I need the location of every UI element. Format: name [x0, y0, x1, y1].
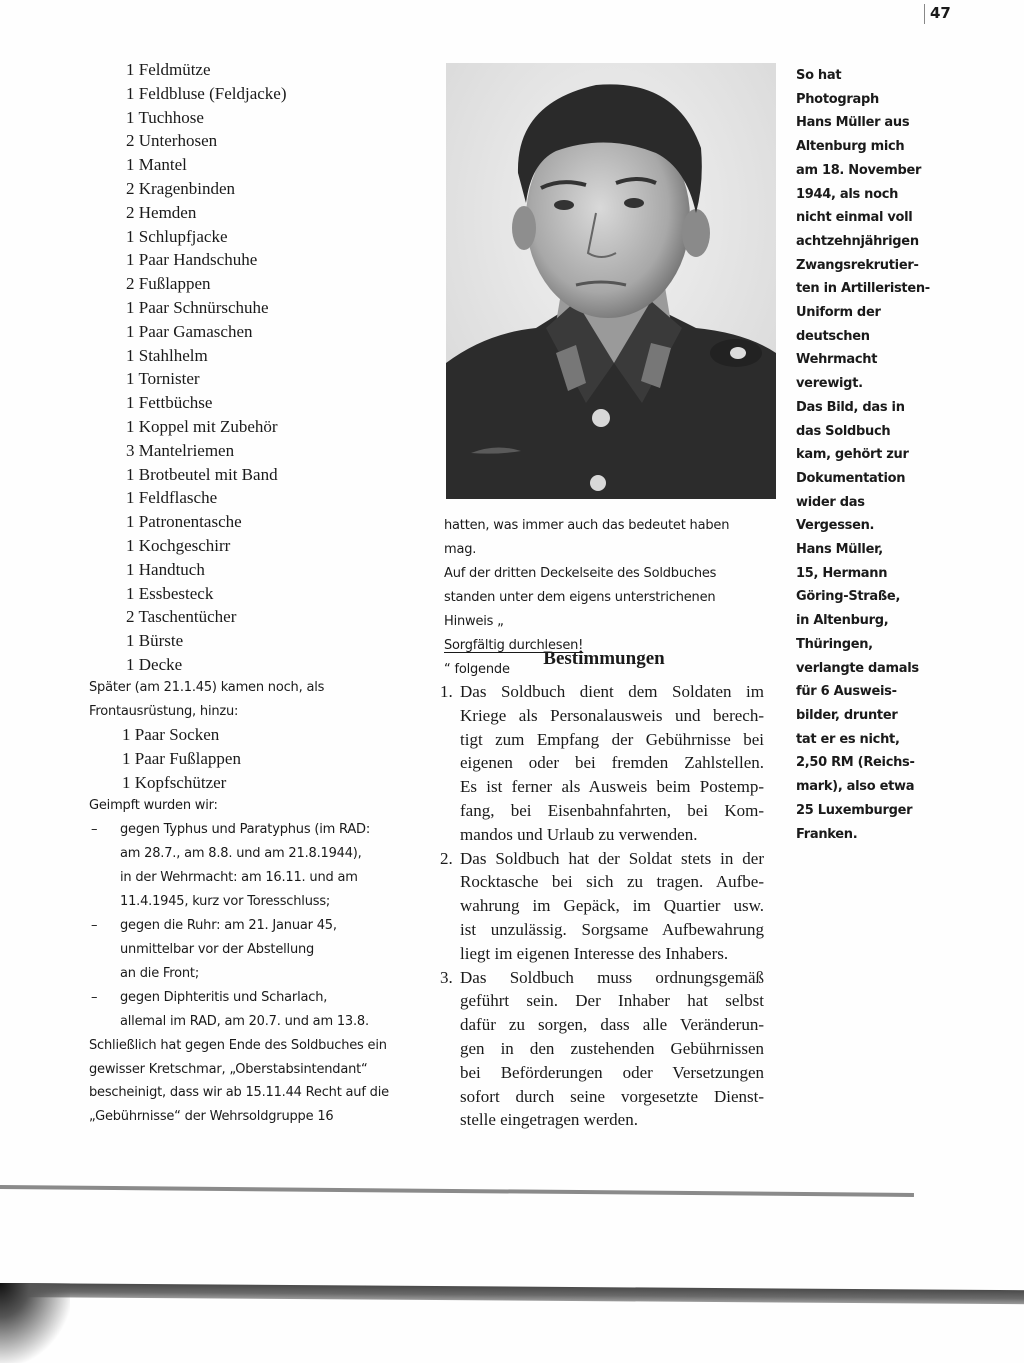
underlined-notice: Sorgfältig durchlesen! — [444, 638, 584, 653]
regulation-item — [440, 847, 764, 966]
caption-line: Hans Müller, — [796, 542, 883, 558]
caption-line: deutschen — [796, 328, 870, 344]
text-line: Das Soldbuch dient dem Soldaten im — [460, 682, 764, 701]
regulation-item — [440, 680, 764, 847]
text-line: an die Front; — [120, 966, 199, 981]
caption-line: wider das — [796, 494, 865, 510]
caption-line: 2,50 RM (Reichs- — [796, 755, 915, 771]
caption-line: Franken. — [796, 826, 858, 842]
footer-rule — [0, 1185, 914, 1197]
equipment-item: 1 Feldflasche — [126, 488, 218, 508]
text-line — [444, 610, 764, 682]
front-item: 1 Kopfschützer — [122, 773, 227, 792]
section-heading: Bestimmungen — [543, 648, 665, 669]
scan-corner-shadow — [0, 1283, 70, 1363]
text-line: 11.4.1945, kurz vor Toresschluss; — [120, 894, 331, 909]
caption-line: Göring-Straße, — [796, 589, 901, 605]
text-line: gegen die Ruhr: am 21. Januar 45, — [120, 918, 337, 933]
equipment-item: 1 Koppel mit Zubehör — [126, 416, 278, 436]
caption-line: am 18. November — [796, 162, 922, 178]
caption-line: Photograph — [796, 91, 879, 107]
caption-line: Vergessen. — [796, 518, 875, 534]
equipment-item: 2 Unterhosen — [126, 131, 218, 151]
caption-line: 1944, als noch — [796, 186, 899, 202]
front-item: 1 Paar Fußlappen — [122, 749, 241, 768]
text-line: am 28.7., am 8.8. und am 21.8.1944), — [120, 846, 362, 861]
text-line: geführt sein. Der Inhaber hat selbst — [460, 991, 764, 1011]
caption-line: Hans Müller aus — [796, 115, 910, 131]
item-number: 1. — [440, 682, 453, 701]
vaccination-item — [89, 914, 419, 986]
regulations-list — [440, 680, 764, 1132]
text-line: wahrung im Gepäck, im Quartier usw. — [460, 896, 764, 916]
text-line: mag. — [444, 542, 477, 557]
dash-bullet: – — [91, 918, 98, 933]
vaccination-item — [89, 818, 419, 914]
text-line: eigenen oder bei fremden Zahlstellen. — [460, 753, 764, 773]
text-line: gegen Typhus und Paratyphus (im RAD: — [120, 822, 371, 837]
text-line: „Gebührnisse“ der Wehrsoldgruppe 16 — [89, 1108, 334, 1124]
equipment-item: 1 Feldbluse (Feldjacke) — [126, 83, 287, 103]
equipment-item: 1 Brotbeutel mit Band — [126, 464, 278, 484]
text-line: mandos und Urlaub zu verwenden. — [460, 824, 698, 844]
text-fragment: Hinweis „ — [444, 614, 504, 629]
text-line: sofort durch seine vorgesetzte Dienst- — [460, 1086, 764, 1106]
vaccination-list — [89, 818, 419, 1034]
front-item: 1 Paar Socken — [122, 725, 220, 744]
text-line: allemal im RAD, am 20.7. und am 13.8. — [120, 1014, 369, 1029]
equipment-item: 1 Feldmütze — [126, 60, 211, 79]
equipment-item: 1 Tuchhose — [126, 107, 204, 127]
text-line: Das Soldbuch muss ordnungsgemäß — [460, 967, 764, 987]
text-line: bei Beförderungen oder Versetzungen — [460, 1062, 764, 1082]
caption-line: bilder, drunter — [796, 707, 898, 723]
equipment-item: 3 Mantelriemen — [126, 440, 235, 460]
photo-caption — [796, 64, 936, 846]
caption-line: kam, gehört zur — [796, 447, 909, 463]
text-line: Rocktasche bei sich zu tragen. Aufbe- — [460, 872, 764, 892]
caption-line: Thüringen, — [796, 636, 873, 652]
equipment-item: 2 Fußlappen — [126, 274, 211, 294]
text-line: unmittelbar vor der Abstellung — [120, 942, 315, 957]
caption-line: in Altenburg, — [796, 613, 889, 629]
text-line: Kriege als Personalausweis und berech- — [460, 705, 764, 725]
equipment-item: 1 Essbesteck — [126, 583, 214, 603]
equipment-item: 1 Paar Handschuhe — [126, 250, 258, 270]
later-additions-intro — [89, 676, 419, 723]
text-line: gewisser Kretschmar, „Oberstabsintendant“ — [89, 1061, 368, 1077]
page-number: 47 — [930, 4, 951, 22]
caption-line: verlangte damals — [796, 660, 919, 676]
equipment-item: 1 Handtuch — [126, 559, 205, 579]
caption-line: Uniform der — [796, 305, 881, 321]
text-line: gegen Diphteritis und Scharlach, — [120, 990, 328, 1005]
text-fragment: “ folgende — [444, 662, 510, 677]
vaccination-intro: Geimpft wurden wir: — [89, 798, 218, 813]
equipment-item: 1 Kochgeschirr — [126, 535, 231, 555]
equipment-item: 1 Fettbüchse — [126, 393, 213, 413]
text-line: tigt zum Empfang der Gebührnisse bei — [460, 729, 764, 749]
item-number: 2. — [440, 848, 453, 868]
text-line: Es ist ferner als Ausweis beim Postemp- — [460, 777, 764, 797]
equipment-item: 1 Stahlhelm — [126, 345, 208, 365]
caption-line: 25 Luxemburger — [796, 802, 913, 818]
equipment-item: 1 Schlupfjacke — [126, 226, 228, 246]
text-line: hatten, was immer auch das bedeutet haben — [444, 518, 730, 533]
dash-bullet: – — [91, 822, 98, 837]
equipment-item: 1 Tornister — [126, 369, 200, 389]
caption-line: ten in Artilleristen- — [796, 281, 930, 297]
page-number-rule — [924, 4, 925, 24]
caption-line: So hat — [796, 68, 842, 83]
caption-line: Das Bild, das in — [796, 399, 905, 415]
scan-edge-shadow — [0, 1283, 1024, 1304]
caption-line: 15, Hermann — [796, 565, 888, 581]
soldier-portrait-photo — [446, 63, 776, 499]
caption-line: Wehrmacht — [796, 352, 878, 368]
caption-line: für 6 Ausweis- — [796, 684, 897, 700]
equipment-item: 1 Decke — [126, 654, 183, 674]
front-equipment-list — [122, 723, 241, 795]
text-line: standen unter dem eigens unterstrichenen — [444, 590, 716, 605]
text-line: ist unzulässig. Sorgsame Aufbewahrung — [460, 919, 764, 939]
caption-line: tat er es nicht, — [796, 731, 900, 747]
text-line: Später (am 21.1.45) kamen noch, als — [89, 680, 325, 695]
closing-paragraph — [89, 1034, 419, 1128]
portrait-illustration — [446, 63, 776, 499]
caption-line: Zwangsrekrutier- — [796, 257, 919, 273]
equipment-item: 2 Hemden — [126, 202, 197, 222]
text-line: Auf der dritten Deckelseite des Soldbuches — [444, 566, 717, 581]
text-line: liegt im eigenen Interesse des Inhabers. — [460, 943, 729, 963]
caption-line: mark), also etwa — [796, 779, 915, 795]
caption-line: Dokumentation — [796, 470, 906, 486]
equipment-item: 1 Mantel — [126, 155, 187, 175]
caption-line: nicht einmal voll — [796, 210, 913, 226]
equipment-item: 2 Kragenbinden — [126, 178, 236, 198]
text-line: bescheinigt, dass wir ab 15.11.44 Recht auf die — [89, 1085, 389, 1100]
text-line: stelle eingetragen werden. — [460, 1110, 638, 1130]
equipment-item: 2 Taschentücher — [126, 607, 237, 627]
equipment-item: 1 Paar Schnürschuhe — [126, 297, 269, 317]
caption-line: das Soldbuch — [796, 423, 891, 439]
text-line: Frontausrüstung, hinzu: — [89, 703, 239, 719]
text-line: in der Wehrmacht: am 16.11. und am — [120, 870, 358, 885]
regulation-item — [440, 966, 764, 1133]
equipment-list — [126, 58, 287, 677]
vaccination-item — [89, 986, 419, 1034]
equipment-item: 1 Patronentasche — [126, 512, 242, 532]
equipment-item: 1 Paar Gamaschen — [126, 321, 253, 341]
text-line: Schließlich hat gegen Ende des Soldbuches ein — [89, 1038, 387, 1053]
dash-bullet: – — [91, 990, 98, 1005]
equipment-item: 1 Bürste — [126, 631, 184, 651]
caption-line: verewigt. — [796, 376, 863, 392]
text-line: Das Soldbuch hat der Soldat stets in der — [460, 848, 764, 868]
caption-line: Altenburg mich — [796, 139, 905, 155]
item-number: 3. — [440, 967, 453, 987]
text-line: dafür zu sorgen, dass alle Veränderun- — [460, 1015, 764, 1035]
caption-line: achtzehnjährigen — [796, 233, 919, 249]
text-line: fang, bei Eisenbahnfahrten, bei Kom- — [460, 800, 764, 820]
text-line: gen in den zustehenden Gebührnissen — [460, 1038, 764, 1058]
